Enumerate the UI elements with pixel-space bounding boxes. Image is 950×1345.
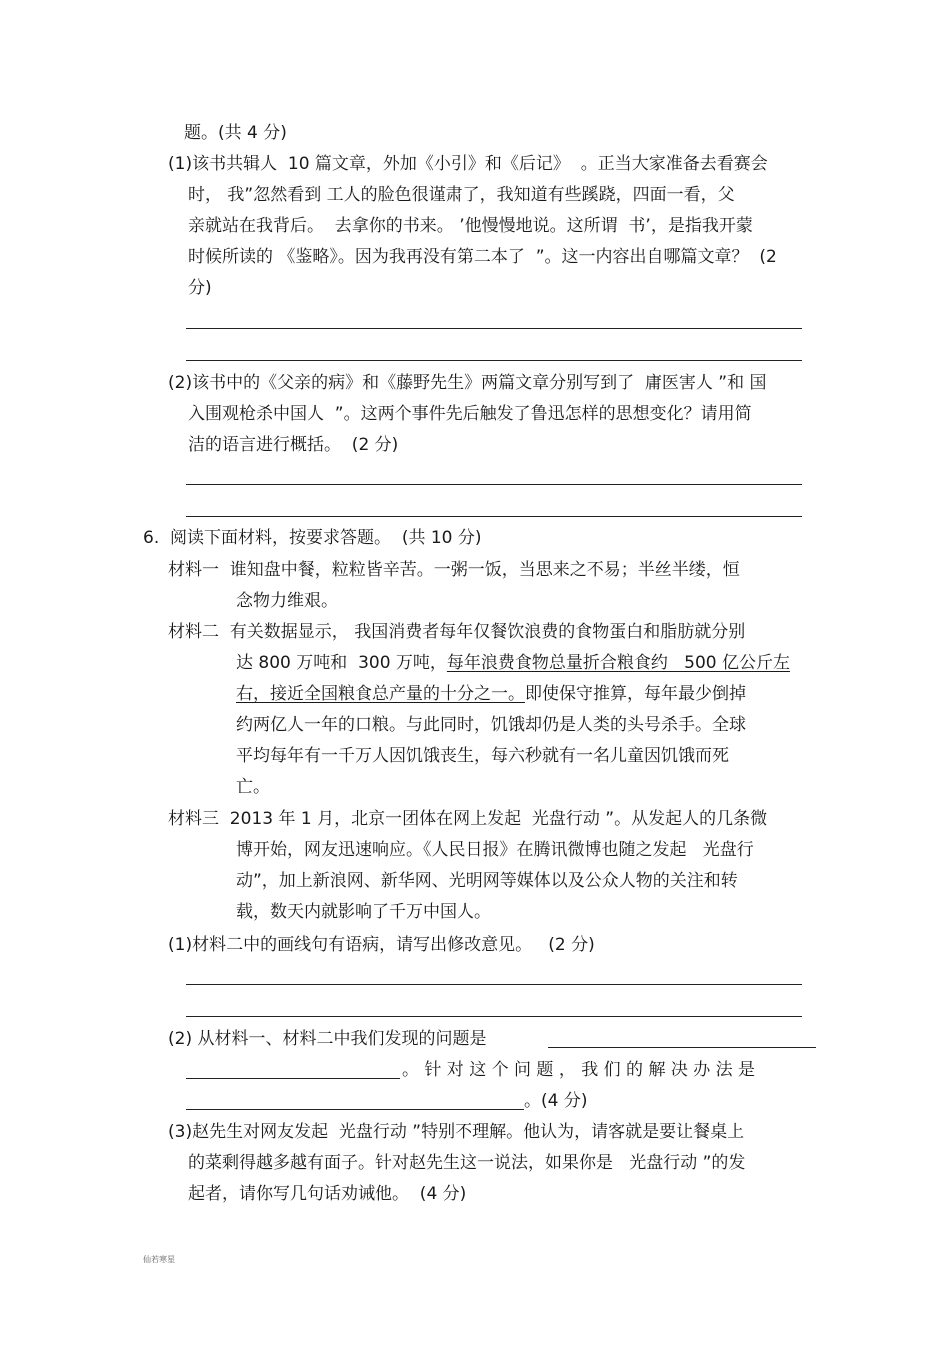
material-2-line-2 (236, 651, 790, 675)
material-2-line-6: 亡。 (236, 777, 270, 797)
material-2-line-4: 约两亿人一年的口粮。与此同时，饥饿却仍是人类的头号杀手。全球 (236, 715, 746, 735)
answer-blank-solution[interactable] (186, 1091, 524, 1110)
q5-1-line-4: 时候所读的 《鉴略》。因为我再没有第二本了 ”。这一内容出自哪篇文章？ (2 (188, 247, 777, 267)
material-2-line-1: 材料二 有关数据显示， 我国消费者每年仅餐饮浪费的食物蛋白和脂肪就分别 (168, 622, 746, 642)
material-2-line-3 (236, 682, 746, 706)
q6-3-line-3: 起者，请你写几句话劝诫他。 (4 分) (188, 1184, 467, 1204)
q5-2-line-2: 入围观枪杀中国人 ”。这两个事件先后触发了鲁迅怎样的思想变化？请用简 (188, 404, 752, 424)
answer-line-q5-2b[interactable] (186, 516, 802, 517)
answer-line-q5-1b[interactable] (186, 360, 802, 361)
q6-2-line-2: 。 针 对 这 个 问 题 ， 我 们 的 解 决 办 法 是 (402, 1060, 756, 1080)
q6-2-line-1: (2) 从材料一、材料二中我们发现的问题是 (168, 1029, 487, 1049)
answer-line-q6-1b[interactable] (186, 1016, 802, 1017)
material-1-line-2: 念物力维艰。 (236, 591, 338, 611)
q5-1-line-3: 亲就站在我背后。 去拿你的书来。 ’他慢慢地说。这所谓 书’，是指我开蒙 (188, 216, 753, 236)
q5-tail-text: 题。(共 4 分) (184, 123, 287, 143)
answer-line-q5-1a[interactable] (186, 328, 802, 329)
answer-blank-problem-a[interactable] (548, 1029, 816, 1048)
q5-1-line-5: 分) (188, 278, 212, 298)
material-3-line-1: 材料三 2013 年 1 月，北京一团体在网上发起 光盘行动 ”。从发起人的几条微 (168, 809, 768, 829)
material-3-line-2: 博开始，网友迅速响应。《人民日报》在腾讯微博也随之发起 光盘行 (236, 840, 754, 860)
answer-blank-problem-b[interactable] (186, 1060, 400, 1079)
q6-3-line-2: 的菜剩得越多越有面子。针对赵先生这一说法，如果你是 光盘行动 ”的发 (188, 1153, 746, 1173)
material-3-line-3: 动”，加上新浪网、新华网、光明网等媒体以及公众人物的关注和转 (236, 871, 738, 891)
underlined-sentence-part-2: 右，接近全国粮食总产量的十分之一。 (236, 684, 525, 704)
q6-2-line-3: 。(4 分) (524, 1091, 588, 1111)
q5-1-line-1: (1)该书共辑人 10 篇文章，外加《小引》和《后记》 。正当大家准备去看赛会 (168, 154, 768, 174)
material-2-line-3-plain: 即使保守推算，每年最少倒掉 (525, 684, 746, 704)
q5-2-line-1: (2)该书中的《父亲的病》和《藤野先生》两篇文章分别写到了 庸医害人 ”和 国 (168, 373, 767, 393)
material-2-line-5: 平均每年有一千万人因饥饿丧生，每六秒就有一名儿童因饥饿而死 (236, 746, 729, 766)
q5-2-line-3: 洁的语言进行概括。 (2 分) (188, 435, 399, 455)
q6-heading: 6. 阅读下面材料，按要求答题。 (共 10 分) (143, 528, 482, 548)
footer-text: 仙若寒星 (143, 1255, 175, 1264)
underlined-sentence-part-1: 每年浪费食物总量折合粮食约 500 亿公斤左 (446, 653, 790, 673)
material-1-line-1: 材料一 谁知盘中餐，粒粒皆辛苦。一粥一饭，当思来之不易；半丝半缕，恒 (168, 560, 740, 580)
q6-3-line-1: (3)赵先生对网友发起 光盘行动 ”特别不理解。他认为，请客就是要让餐桌上 (168, 1122, 745, 1142)
answer-line-q5-2a[interactable] (186, 484, 802, 485)
answer-line-q6-1a[interactable] (186, 984, 802, 985)
q5-1-line-2: 时， 我”忽然看到 工人的脸色很谨肃了，我知道有些蹊跷，四面一看，父 (188, 185, 735, 205)
material-3-line-4: 载，数天内就影响了千万中国人。 (236, 902, 491, 922)
material-2-line-2-plain: 达 800 万吨和 300 万吨， (236, 653, 447, 673)
q6-1-text: (1)材料二中的画线句有语病，请写出修改意见。 (2 分) (168, 935, 595, 955)
